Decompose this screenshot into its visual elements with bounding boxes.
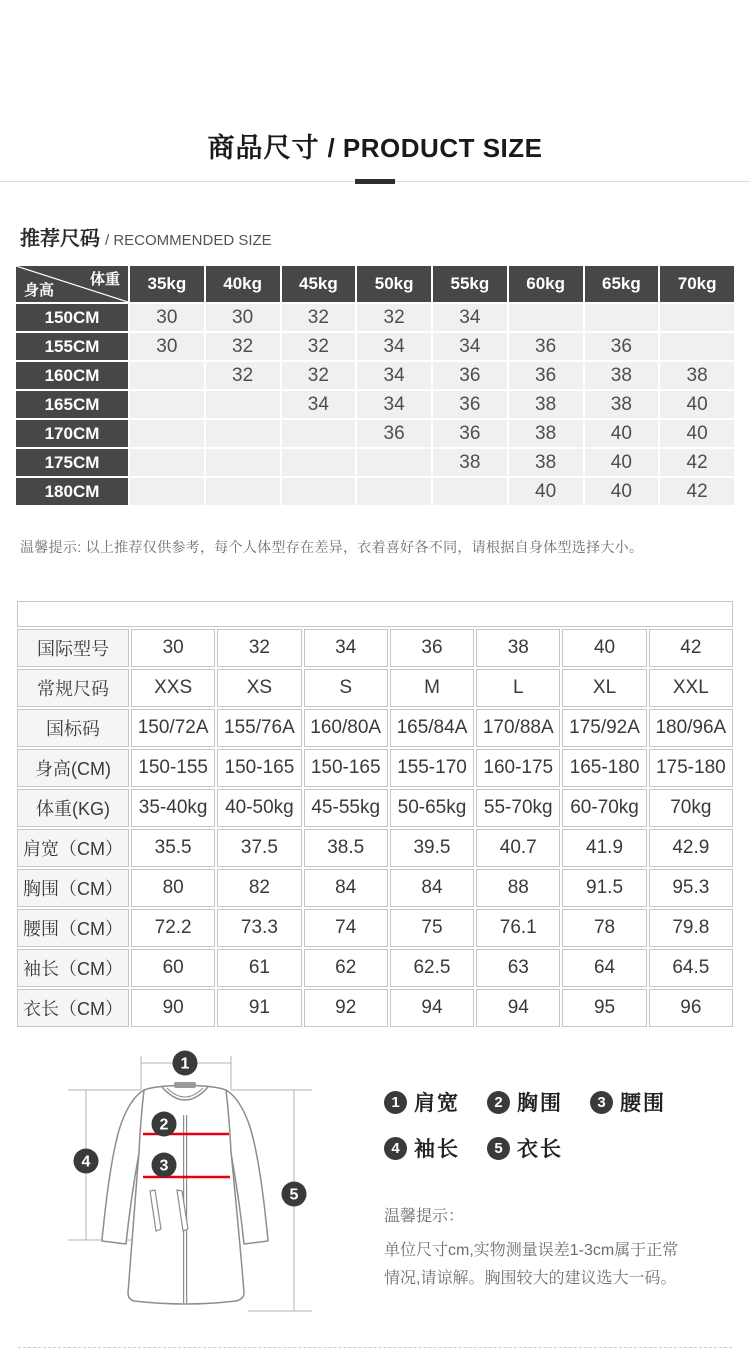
size-cell: 36 <box>585 333 659 360</box>
measure-note <box>384 1203 693 1293</box>
legend-label: 衣长 <box>517 1138 563 1161</box>
row-label: 胸围（CM） <box>17 869 129 907</box>
value-cell: 155-170 <box>390 749 474 787</box>
size-cell: 40 <box>585 449 659 476</box>
size-cell <box>282 449 356 476</box>
height-label: 170CM <box>16 420 128 447</box>
size-cell: 36 <box>433 391 507 418</box>
measure-diagram-section <box>0 1043 750 1340</box>
table-row <box>16 449 734 476</box>
value-cell: 94 <box>476 989 560 1027</box>
size-cell: 34 <box>357 391 431 418</box>
value-cell: 79.8 <box>649 909 733 947</box>
row-label: 常规尺码 <box>17 669 129 707</box>
height-label: 155CM <box>16 333 128 360</box>
value-cell: 42.9 <box>649 829 733 867</box>
size-cell <box>206 478 280 505</box>
value-cell: 165/84A <box>390 709 474 747</box>
size-cell <box>130 391 204 418</box>
legend-label: 腰围 <box>620 1092 666 1115</box>
value-cell: 55-70kg <box>476 789 560 827</box>
recommend-header-row <box>16 266 734 302</box>
weight-header: 60kg <box>509 266 583 302</box>
marker-5-num: 5 <box>289 1186 299 1204</box>
value-cell: 64 <box>562 949 646 987</box>
size-detail-table <box>15 599 735 1029</box>
size-cell: 36 <box>433 420 507 447</box>
value-cell: 38.5 <box>304 829 388 867</box>
size-cell: 32 <box>282 333 356 360</box>
value-cell: 175-180 <box>649 749 733 787</box>
value-cell: 60-70kg <box>562 789 646 827</box>
value-cell: 160/80A <box>304 709 388 747</box>
legend-label: 袖长 <box>414 1138 460 1161</box>
legend-label: 肩宽 <box>414 1092 460 1115</box>
value-cell: 150/72A <box>131 709 215 747</box>
size-cell <box>206 420 280 447</box>
size-cell: 38 <box>509 391 583 418</box>
size-cell <box>282 478 356 505</box>
value-cell: 165-180 <box>562 749 646 787</box>
table-row <box>16 478 734 505</box>
coat-outline <box>102 1086 268 1305</box>
value-cell: 32 <box>217 629 301 667</box>
value-cell: 175/92A <box>562 709 646 747</box>
value-cell: 88 <box>476 869 560 907</box>
coat-diagram <box>0 1043 340 1340</box>
legend-item-sleeve <box>384 1133 460 1163</box>
row-label: 国标码 <box>17 709 129 747</box>
value-cell: 30 <box>131 629 215 667</box>
size-cell <box>130 362 204 389</box>
legend-row-1 <box>384 1087 693 1117</box>
value-cell: XXS <box>131 669 215 707</box>
row-label: 袖长（CM） <box>17 949 129 987</box>
size-cell: 34 <box>357 362 431 389</box>
value-cell: M <box>390 669 474 707</box>
value-cell: 92 <box>304 989 388 1027</box>
size-cell: 38 <box>660 362 734 389</box>
legend-label: 胸围 <box>517 1092 563 1115</box>
recommend-table <box>14 264 736 507</box>
measure-note-line1: 单位尺寸cm,实物测量误差1-3cm属于正常 <box>384 1242 679 1259</box>
recommended-heading-cn: 推荐尺码 <box>20 228 100 250</box>
table-row <box>17 869 733 907</box>
size-cell: 32 <box>206 333 280 360</box>
corner-height-label: 身高 <box>24 282 55 299</box>
legend-badge-1: 1 <box>384 1091 407 1114</box>
size-cell: 38 <box>509 449 583 476</box>
size-cell: 36 <box>509 362 583 389</box>
value-cell: 73.3 <box>217 909 301 947</box>
row-label: 国际型号 <box>17 629 129 667</box>
legend-item-waist <box>590 1087 666 1117</box>
value-cell: 45-55kg <box>304 789 388 827</box>
height-label: 160CM <box>16 362 128 389</box>
value-cell: 35-40kg <box>131 789 215 827</box>
size-cell <box>282 420 356 447</box>
weight-header: 35kg <box>130 266 204 302</box>
table-row <box>17 629 733 667</box>
size-cell: 34 <box>282 391 356 418</box>
title-divider-dash <box>355 179 395 184</box>
value-cell: XL <box>562 669 646 707</box>
row-label: 身高(CM) <box>17 749 129 787</box>
value-cell: 170/88A <box>476 709 560 747</box>
table-row <box>17 669 733 707</box>
size-cell <box>357 449 431 476</box>
value-cell: 60 <box>131 949 215 987</box>
size-cell <box>130 478 204 505</box>
row-label: 衣长（CM） <box>17 989 129 1027</box>
weight-header: 40kg <box>206 266 280 302</box>
table-row <box>17 829 733 867</box>
size-cell: 30 <box>206 304 280 331</box>
table-row <box>17 949 733 987</box>
measure-note-title: 温馨提示： <box>384 1208 465 1225</box>
size-cell: 40 <box>660 420 734 447</box>
height-label: 165CM <box>16 391 128 418</box>
value-cell: L <box>476 669 560 707</box>
value-cell: 95 <box>562 989 646 1027</box>
recommend-note: 温馨提示: 以上推荐仅供参考，每个人体型存在差异，衣着喜好各不同，请根据自身体型选择大小。 <box>20 539 644 555</box>
value-cell: 63 <box>476 949 560 987</box>
weight-header: 55kg <box>433 266 507 302</box>
size-cell <box>357 478 431 505</box>
table-row <box>16 420 734 447</box>
value-cell: XXL <box>649 669 733 707</box>
value-cell: 39.5 <box>390 829 474 867</box>
table-row <box>17 989 733 1027</box>
corner-weight-label: 体重 <box>89 271 120 288</box>
value-cell: 94 <box>390 989 474 1027</box>
value-cell: 70kg <box>649 789 733 827</box>
recommended-size-heading <box>20 222 730 251</box>
value-cell: 40-50kg <box>217 789 301 827</box>
legend-and-note <box>340 1043 693 1340</box>
value-cell: 41.9 <box>562 829 646 867</box>
table-row-blank <box>17 601 733 627</box>
size-cell <box>206 449 280 476</box>
value-cell: 50-65kg <box>390 789 474 827</box>
table-row <box>17 789 733 827</box>
blank-cell <box>17 601 733 627</box>
value-cell: 155/76A <box>217 709 301 747</box>
size-cell: 32 <box>282 362 356 389</box>
table-row <box>17 749 733 787</box>
size-cell: 36 <box>509 333 583 360</box>
marker-1-num: 1 <box>180 1055 190 1073</box>
value-cell: 180/96A <box>649 709 733 747</box>
size-cell <box>433 478 507 505</box>
size-cell: 32 <box>206 362 280 389</box>
legend-badge-4: 4 <box>384 1137 407 1160</box>
value-cell: 76.1 <box>476 909 560 947</box>
value-cell: 35.5 <box>131 829 215 867</box>
value-cell: S <box>304 669 388 707</box>
size-cell: 38 <box>509 420 583 447</box>
value-cell: 91.5 <box>562 869 646 907</box>
value-cell: 62 <box>304 949 388 987</box>
size-cell: 40 <box>660 391 734 418</box>
size-cell: 32 <box>357 304 431 331</box>
size-cell <box>130 420 204 447</box>
value-cell: 78 <box>562 909 646 947</box>
page-title-cn: 商品尺寸 <box>207 133 320 163</box>
size-cell: 40 <box>509 478 583 505</box>
value-cell: 62.5 <box>390 949 474 987</box>
value-cell: XS <box>217 669 301 707</box>
value-cell: 36 <box>390 629 474 667</box>
size-cell: 34 <box>433 304 507 331</box>
value-cell: 37.5 <box>217 829 301 867</box>
size-cell: 42 <box>660 478 734 505</box>
table-row <box>16 362 734 389</box>
row-label: 体重(KG) <box>17 789 129 827</box>
value-cell: 40 <box>562 629 646 667</box>
value-cell: 80 <box>131 869 215 907</box>
weight-header: 50kg <box>357 266 431 302</box>
height-label: 180CM <box>16 478 128 505</box>
legend-badge-5: 5 <box>487 1137 510 1160</box>
size-cell <box>585 304 659 331</box>
size-cell: 42 <box>660 449 734 476</box>
marker-3-num: 3 <box>159 1157 169 1175</box>
value-cell: 90 <box>131 989 215 1027</box>
table-row <box>16 391 734 418</box>
value-cell: 61 <box>217 949 301 987</box>
coat-illustration <box>40 1043 340 1335</box>
size-cell <box>509 304 583 331</box>
size-cell: 38 <box>585 362 659 389</box>
size-cell: 38 <box>433 449 507 476</box>
size-cell <box>660 333 734 360</box>
height-label: 150CM <box>16 304 128 331</box>
height-label: 175CM <box>16 449 128 476</box>
legend-badge-2: 2 <box>487 1091 510 1114</box>
legend-item-shoulder <box>384 1087 460 1117</box>
size-cell: 40 <box>585 478 659 505</box>
value-cell: 91 <box>217 989 301 1027</box>
value-cell: 150-165 <box>217 749 301 787</box>
value-cell: 84 <box>304 869 388 907</box>
legend-item-bust <box>487 1087 563 1117</box>
size-cell: 38 <box>585 391 659 418</box>
value-cell: 96 <box>649 989 733 1027</box>
table-row <box>16 333 734 360</box>
row-label: 肩宽（CM） <box>17 829 129 867</box>
size-cell: 36 <box>357 420 431 447</box>
table-row <box>16 304 734 331</box>
value-cell: 160-175 <box>476 749 560 787</box>
hanger-loop <box>174 1082 196 1088</box>
page-title <box>0 0 750 165</box>
measure-note-line2: 情况,请谅解。胸围较大的建议选大一码。 <box>384 1270 677 1287</box>
legend-item-length <box>487 1133 563 1163</box>
legend-badge-3: 3 <box>590 1091 613 1114</box>
size-cell: 36 <box>433 362 507 389</box>
size-cell: 30 <box>130 333 204 360</box>
row-label: 腰围（CM） <box>17 909 129 947</box>
size-cell: 34 <box>357 333 431 360</box>
value-cell: 40.7 <box>476 829 560 867</box>
value-cell: 150-165 <box>304 749 388 787</box>
value-cell: 75 <box>390 909 474 947</box>
value-cell: 74 <box>304 909 388 947</box>
size-cell <box>206 391 280 418</box>
size-cell: 30 <box>130 304 204 331</box>
corner-cell <box>16 266 128 302</box>
weight-header: 45kg <box>282 266 356 302</box>
table-row <box>17 909 733 947</box>
recommended-heading-en: / RECOMMENDED SIZE <box>105 232 272 249</box>
title-divider <box>0 181 750 182</box>
value-cell: 42 <box>649 629 733 667</box>
legend-row-2 <box>384 1133 693 1163</box>
weight-header: 70kg <box>660 266 734 302</box>
value-cell: 95.3 <box>649 869 733 907</box>
size-cell <box>660 304 734 331</box>
value-cell: 84 <box>390 869 474 907</box>
marker-4-num: 4 <box>81 1153 91 1171</box>
value-cell: 150-155 <box>131 749 215 787</box>
marker-2-num: 2 <box>159 1116 169 1134</box>
page-title-en: / PRODUCT SIZE <box>327 133 543 163</box>
value-cell: 34 <box>304 629 388 667</box>
size-cell: 34 <box>433 333 507 360</box>
size-cell: 32 <box>282 304 356 331</box>
value-cell: 64.5 <box>649 949 733 987</box>
bottom-dashed-divider <box>18 1347 732 1348</box>
value-cell: 72.2 <box>131 909 215 947</box>
size-cell: 40 <box>585 420 659 447</box>
weight-header: 65kg <box>585 266 659 302</box>
table-row <box>17 709 733 747</box>
value-cell: 38 <box>476 629 560 667</box>
value-cell: 82 <box>217 869 301 907</box>
size-cell <box>130 449 204 476</box>
